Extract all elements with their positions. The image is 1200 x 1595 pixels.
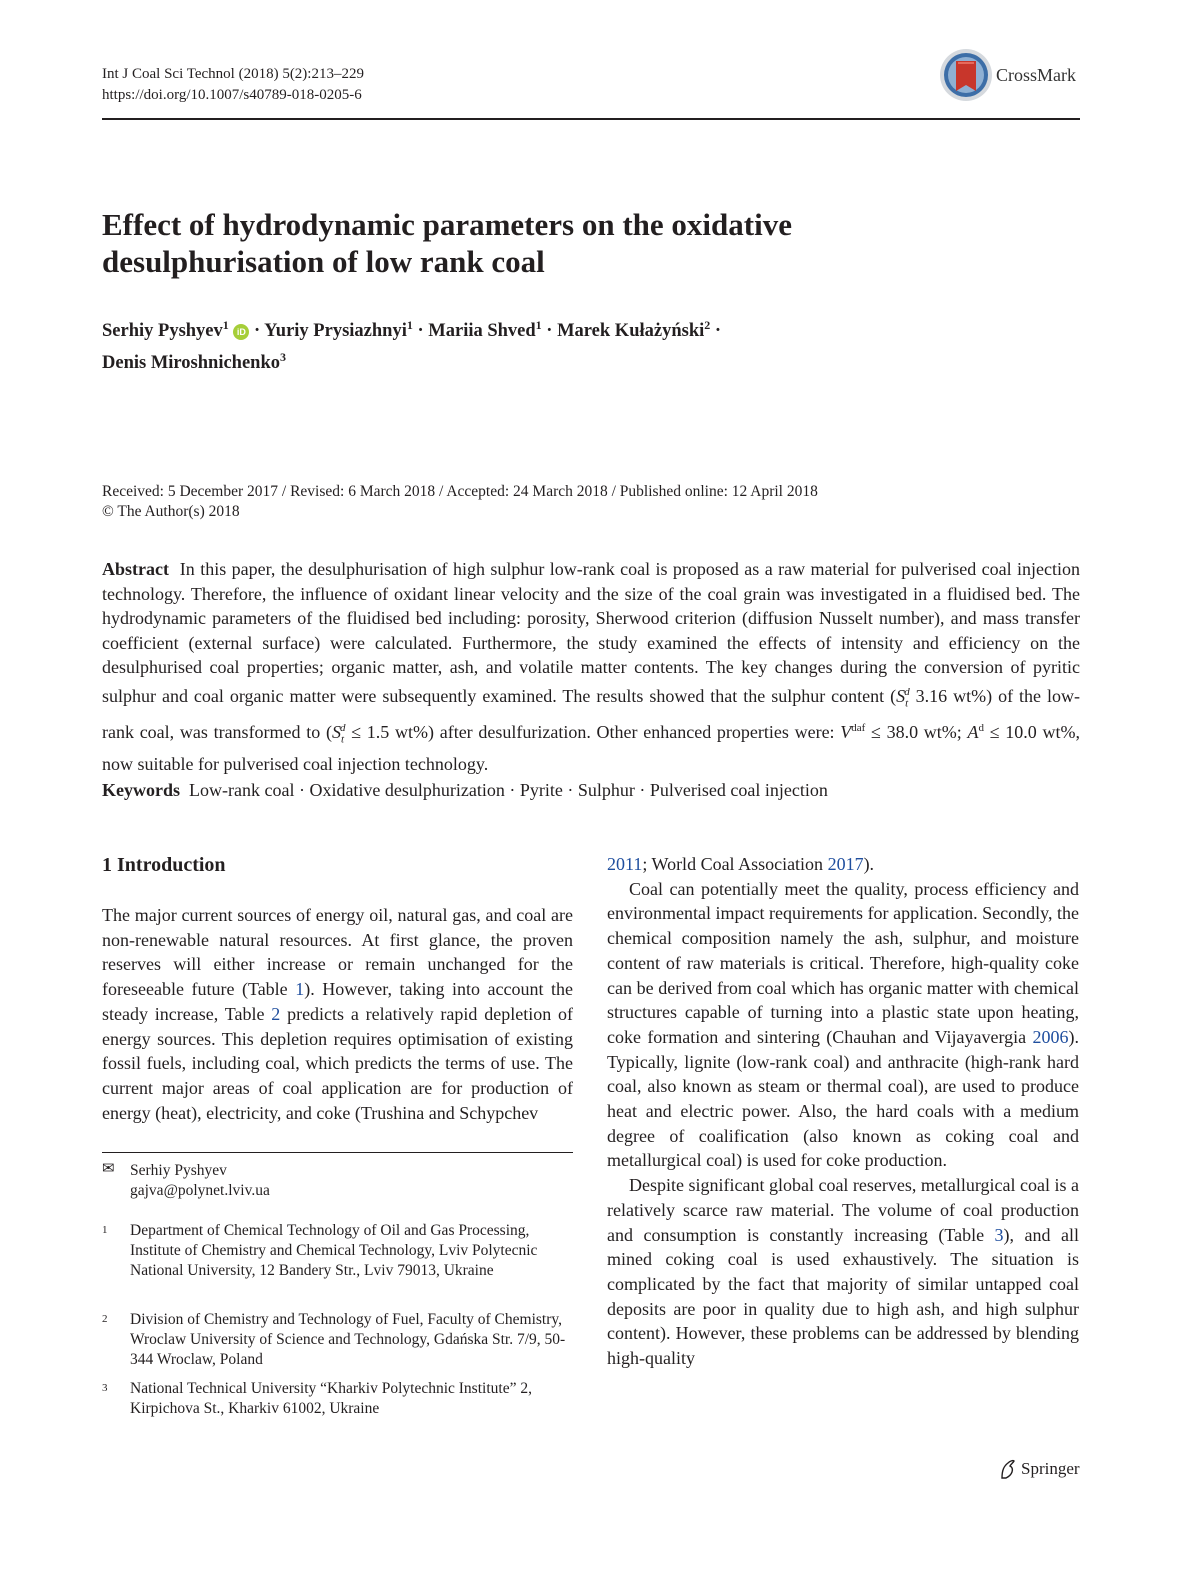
affiliation-text: Division of Chemistry and Technology of Fuel, Faculty of Chemistry, Wroclaw University of Science and Technology, Gdańska Str. 7/9, 50-344 Wroclaw, Poland <box>130 1311 566 1368</box>
affiliation-2 <box>102 1310 573 1369</box>
section-heading: 1 Introduction <box>102 854 226 876</box>
author-name[interactable]: Denis Miroshnichenko <box>102 353 281 374</box>
affiliation-number: 2 <box>102 1313 108 1325</box>
title-line-1: Effect of hydrodynamic parameters on the oxidative <box>102 207 792 242</box>
table-link[interactable]: 2 <box>271 1003 281 1024</box>
abstract-text: 3.16 wt%) of the low-rank coal, was transformed to ( <box>102 685 1080 743</box>
left-column <box>102 852 573 1125</box>
affiliation-mark: 1 <box>222 318 229 332</box>
keywords <box>102 778 1080 802</box>
keywords-list: Low-rank coal · Oxidative desulphurization · Pyrite · Sulphur · Pulverised coal injection <box>189 780 828 800</box>
author-name[interactable]: Serhiy Pyshyev <box>102 321 223 342</box>
history-dates <box>102 482 818 522</box>
author-name[interactable]: Mariia Shved <box>428 321 536 342</box>
keywords-label: Keywords <box>102 780 180 800</box>
email-link[interactable]: gajva@polynet.lviv.ua <box>130 1181 270 1199</box>
right-column <box>607 852 1079 1371</box>
abstract-text: In this paper, the desulphurisation of high sulphur low-rank coal is proposed as a raw material for pulverised coal injection technology. Therefore, the influence of oxidant linear velocity and the size of the coal grain was investigated in a fluidised bed. The hydrodynamic parameters of the fluidised bed including: porosity, Sherwood criterion (diffusion Nusselt number), and mass transfer coefficient (external surface) were calculated. Furthermore, the study examined the effects of intensity and efficiency on the desulphurised coal properties; organic matter, ash, and volatile matter contents. The key changes during the conversion of pyritic sulphur and coal organic matter were subsequently examined. The results showed that the sulphur content ( <box>102 559 1080 706</box>
footnote-rule <box>102 1152 573 1153</box>
header-rule <box>102 118 1080 120</box>
affiliation-number: 3 <box>102 1382 108 1394</box>
affiliation-mark: 2 <box>704 318 711 332</box>
table-link[interactable]: 1 <box>295 979 305 1000</box>
author-list: Serhiy Pyshyev$^1$ iD · Yuriy Prysiazhnyi$^1$ · Mariia Shved$^1$ · Marek Kułażyński$^2$ · Denis Miroshnichenko$^3$ <box>102 318 722 374</box>
crossmark-label: CrossMark <box>996 64 1076 85</box>
springer-horse-icon <box>998 1458 1018 1480</box>
affiliation-text: Department of Chemical Technology of Oil and Gas Processing, Institute of Chemistry and Chemical Technology, Lviv Polytecnic National University, 12 Bandery Str., Lviv 79013, Ukraine <box>130 1222 538 1279</box>
crossmark-logo <box>938 47 994 103</box>
received-dates: Received: 5 December 2017 / Revised: 6 March 2018 / Accepted: 24 March 2018 / Published online: 12 April 2018 <box>102 483 818 500</box>
corresponding-name: Serhiy Pyshyev <box>130 1162 227 1179</box>
abstract-text: ≤ 1.5 wt%) after desulfurization. Other enhanced properties were: <box>345 722 841 743</box>
affiliation-mark: 3 <box>280 350 287 365</box>
title-line-2: desulphurisation of low rank coal <box>102 244 545 279</box>
publisher-name: Springer <box>1021 1459 1080 1478</box>
author-name[interactable]: Yuriy Prysiazhnyi <box>264 321 407 342</box>
abstract-text: ≤ 38.0 wt%; <box>865 722 968 743</box>
affiliation-1 <box>102 1221 573 1280</box>
author-name[interactable]: Marek Kułażyński <box>557 321 705 342</box>
envelope-icon: ✉ <box>102 1161 115 1177</box>
affiliation-mark: 1 <box>406 318 413 332</box>
citation-link[interactable]: 2011 <box>607 854 643 874</box>
journal-reference: Int J Coal Sci Technol (2018) 5(2):213–229 <box>102 66 364 82</box>
doi-link[interactable]: https://doi.org/10.1007/s40789-018-0205-6 <box>102 87 362 103</box>
springer-logo <box>998 1458 1080 1480</box>
abstract-text: ≤ 10.0 wt%, now suitable for pulverised coal injection technology. <box>102 722 1081 775</box>
table-link[interactable]: 3 <box>994 1224 1004 1245</box>
body-text: ). <box>863 854 875 874</box>
body-paragraph: The major current sources of energy oil, natural gas, and coal are non-renewable natural resources. At first glance, the proven reserves will either increase or remain unchanged for the foreseeable future (Table 1). However, taking into account the steady increase, Table 2 predicts a relatively rapid depletion of energy sources. This depletion requires optimisation of existing fossil fuels, including coal, which predicts the terms of use. The current major areas of coal application are for production of energy (heat), electricity, and coke (Trushina and Schypchev <box>102 905 573 1123</box>
abstract: Abstract In this paper, the desulphurisation of high sulphur low-rank coal is proposed as a raw material for pulverised coal injection technology. Therefore, the influence of oxidant linear velocity and the size of the coal grain was investigated in a fluidised bed. The hydrodynamic parameters of the fluidised bed including: porosity, Sherwood criterion (diffusion Nusselt number), and mass transfer coefficient (external surface) were calculated. Furthermore, the study examined the effects of intensity and efficiency on the desulphurised coal properties; organic matter, ash, and volatile matter contents. The key changes during the conversion of pyritic sulphur and coal organic matter were subsequently examined. The results showed that the sulphur content ($S_t^d$ 3.16 wt%) of the low-rank coal, was transformed to ($S_t^d \le 1.5$ wt%) after desulfurization. Other enhanced properties were: $V^{daf} \le 38.0$ wt%; $A^d \le 10.0$ wt%, now suitable for pulverised coal injection technology. <box>102 559 1081 775</box>
affiliation-number: 1 <box>102 1224 108 1236</box>
citation-link[interactable]: 2017 <box>827 854 864 874</box>
affiliation-3 <box>102 1379 573 1419</box>
crossmark-badge[interactable] <box>938 47 1076 103</box>
body-paragraph: Coal can potentially meet the quality, process efficiency and environmental impact requirements for application. Secondly, the chemical composition namely the ash, sulphur, and moisture content of raw materials is critical. Therefore, high-quality coke can be derived from coal which has organic matter with chemical structures capable of turning into a plastic state upon heating, coke formation and sintering (Chauhan and Vijayavergia 2006). Typically, lignite (low-rank coal) and anthracite (high-rank hard coal, also known as steam or thermal coal), are used to produce heat and electric power. Also, the hard coals with a medium degree of coalification (also known as coking coal and metallurgical coal) is used for coke production. <box>607 878 1079 1171</box>
body-paragraph <box>607 852 1079 877</box>
body-paragraph: Despite significant global coal reserves, metallurgical coal is a relatively scarce raw material. The volume of coal production and consumption is constantly increasing (Table 3), and all mined coking coal is used exhaustively. The situation is complicated by the fact that majority of similar untapped coal deposits are poor in quality due to high ash, and high sulphur content). However, these problems can be addressed by blending high-quality <box>607 1175 1080 1369</box>
body-text: ; World Coal Association <box>642 854 828 874</box>
orcid-icon[interactable]: iD <box>233 324 249 340</box>
copyright: © The Author(s) 2018 <box>102 503 240 520</box>
abstract-label: Abstract <box>102 559 169 579</box>
affiliation-text: National Technical University “Kharkiv Polytechnic Institute” 2, Kirpichova St., Kharkiv 61002, Ukraine <box>130 1380 532 1417</box>
corresponding-author <box>102 1161 573 1201</box>
article-title <box>102 206 1002 280</box>
journal-citation <box>102 64 364 106</box>
citation-link[interactable]: 2006 <box>1032 1026 1069 1047</box>
affiliation-mark: 1 <box>535 318 542 332</box>
